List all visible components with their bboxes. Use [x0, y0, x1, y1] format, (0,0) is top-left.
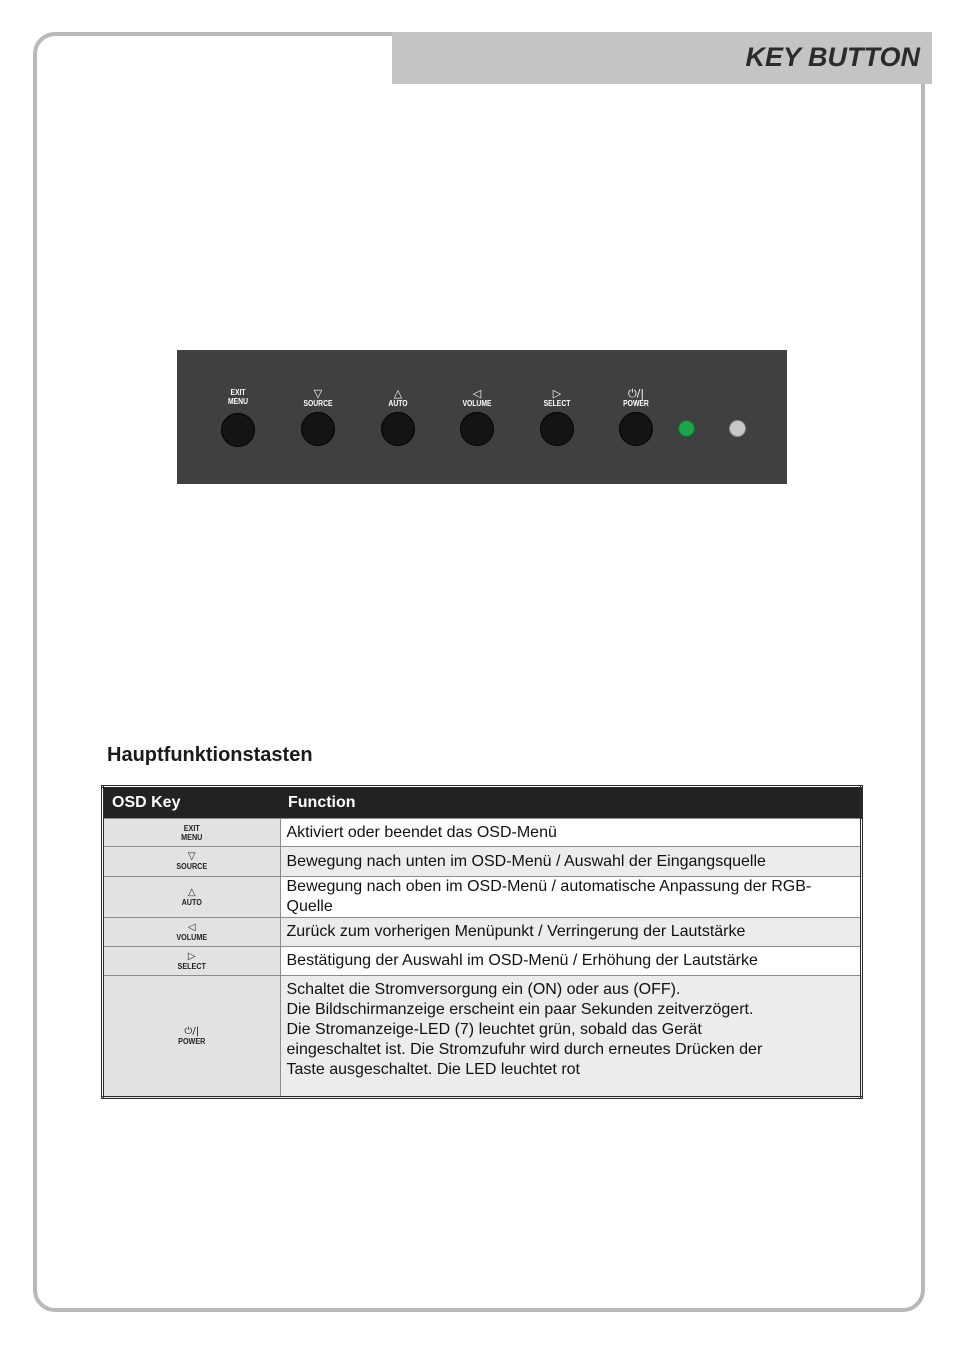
up-triangle-icon: △ — [393, 387, 403, 400]
osd-key-table — [101, 785, 863, 1099]
power-icon: ⏻/| — [627, 387, 645, 400]
power-icon: ⏻/| — [184, 1025, 200, 1037]
panel-key-power — [606, 388, 666, 408]
table-row — [103, 847, 862, 877]
key-label: AUTO — [181, 897, 202, 907]
function-cell — [280, 877, 862, 918]
function-text: Bewegung nach oben im OSD-Menü / automatische Anpassung der RGB-Quelle — [286, 878, 812, 915]
osd-key-cell — [103, 847, 281, 877]
up-triangle-icon: △ — [187, 886, 196, 898]
function-text: Aktiviert oder beendet das OSD-Menü — [286, 823, 557, 841]
key-label: VOLUME — [462, 399, 492, 408]
function-cell — [280, 976, 862, 1098]
function-text-line: Schaltet die Stromversorgung ein (ON) oder aus (OFF). — [286, 981, 681, 998]
right-triangle-icon: ▷ — [552, 387, 562, 400]
sensor-led-grey — [729, 420, 746, 437]
table-row — [103, 947, 862, 976]
left-triangle-icon: ◁ — [187, 921, 196, 933]
auto-button — [381, 412, 415, 446]
osd-key-cell — [103, 947, 281, 976]
key-label: POWER — [178, 1036, 206, 1046]
osd-key-cell — [103, 976, 281, 1098]
page-frame — [33, 32, 925, 1312]
key-label-top: EXIT — [183, 823, 200, 833]
down-triangle-icon: ▽ — [187, 851, 196, 862]
key-label: VOLUME — [176, 932, 208, 942]
key-label: AUTO — [388, 399, 408, 408]
select-button — [540, 412, 574, 446]
table-row — [103, 918, 862, 947]
function-text: Bewegung nach unten im OSD-Menü / Auswahl der Eingangsquelle — [286, 852, 766, 870]
function-cell — [280, 918, 862, 947]
menu-button — [221, 413, 255, 447]
panel-key-auto — [368, 388, 428, 408]
key-label: SOURCE — [303, 399, 333, 408]
volume-button — [460, 412, 494, 446]
left-triangle-icon: ◁ — [472, 387, 482, 400]
section-title: Hauptfunktionstasten — [107, 744, 313, 766]
down-triangle-icon: ▽ — [313, 387, 323, 400]
osd-key-cell — [103, 877, 281, 918]
source-button — [301, 412, 335, 446]
key-label: SOURCE — [176, 862, 208, 871]
function-text-line: Die Stromanzeige-LED (7) leuchtet grün, sobald das Gerät — [286, 1021, 702, 1038]
control-panel-illustration — [177, 350, 787, 484]
function-text-line: Die Bildschirmanzeige erscheint ein paar Sekunden zeitverzögert. — [286, 1001, 754, 1018]
key-label: MENU — [227, 397, 249, 406]
key-label: MENU — [181, 832, 203, 842]
table-header-row — [103, 787, 862, 819]
right-triangle-icon: ▷ — [187, 950, 196, 962]
page-title: KEY BUTTON — [745, 42, 920, 72]
osd-key-cell — [103, 819, 281, 847]
function-text-line: Taste ausgeschaltet. Die LED leuchtet rot — [286, 1061, 580, 1078]
function-text: Bestätigung der Auswahl im OSD-Menü / Erhöhung der Lautstärke — [286, 952, 758, 969]
function-cell — [280, 847, 862, 877]
panel-key-exit-menu — [208, 388, 268, 406]
key-label: SELECT — [543, 399, 571, 408]
table-row — [103, 877, 862, 918]
function-cell — [280, 819, 862, 847]
key-label: POWER — [623, 399, 649, 408]
function-text: Zurück zum vorherigen Menüpunkt / Verringerung der Lautstärke — [286, 923, 746, 940]
table-row — [103, 819, 862, 847]
panel-key-source — [288, 388, 348, 408]
function-cell — [280, 947, 862, 976]
osd-key-cell — [103, 918, 281, 947]
power-button — [619, 412, 653, 446]
power-led-green — [678, 420, 695, 437]
column-header-osd-key: OSD Key — [103, 787, 281, 819]
header-band — [392, 32, 932, 84]
key-label-top: EXIT — [230, 388, 246, 397]
column-header-function: Function — [280, 787, 862, 819]
key-label: SELECT — [177, 961, 206, 971]
panel-key-volume — [447, 388, 507, 408]
table-row — [103, 976, 862, 1098]
panel-key-select — [527, 388, 587, 408]
function-text-line: eingeschaltet ist. Die Stromzufuhr wird durch erneutes Drücken der — [286, 1041, 763, 1058]
